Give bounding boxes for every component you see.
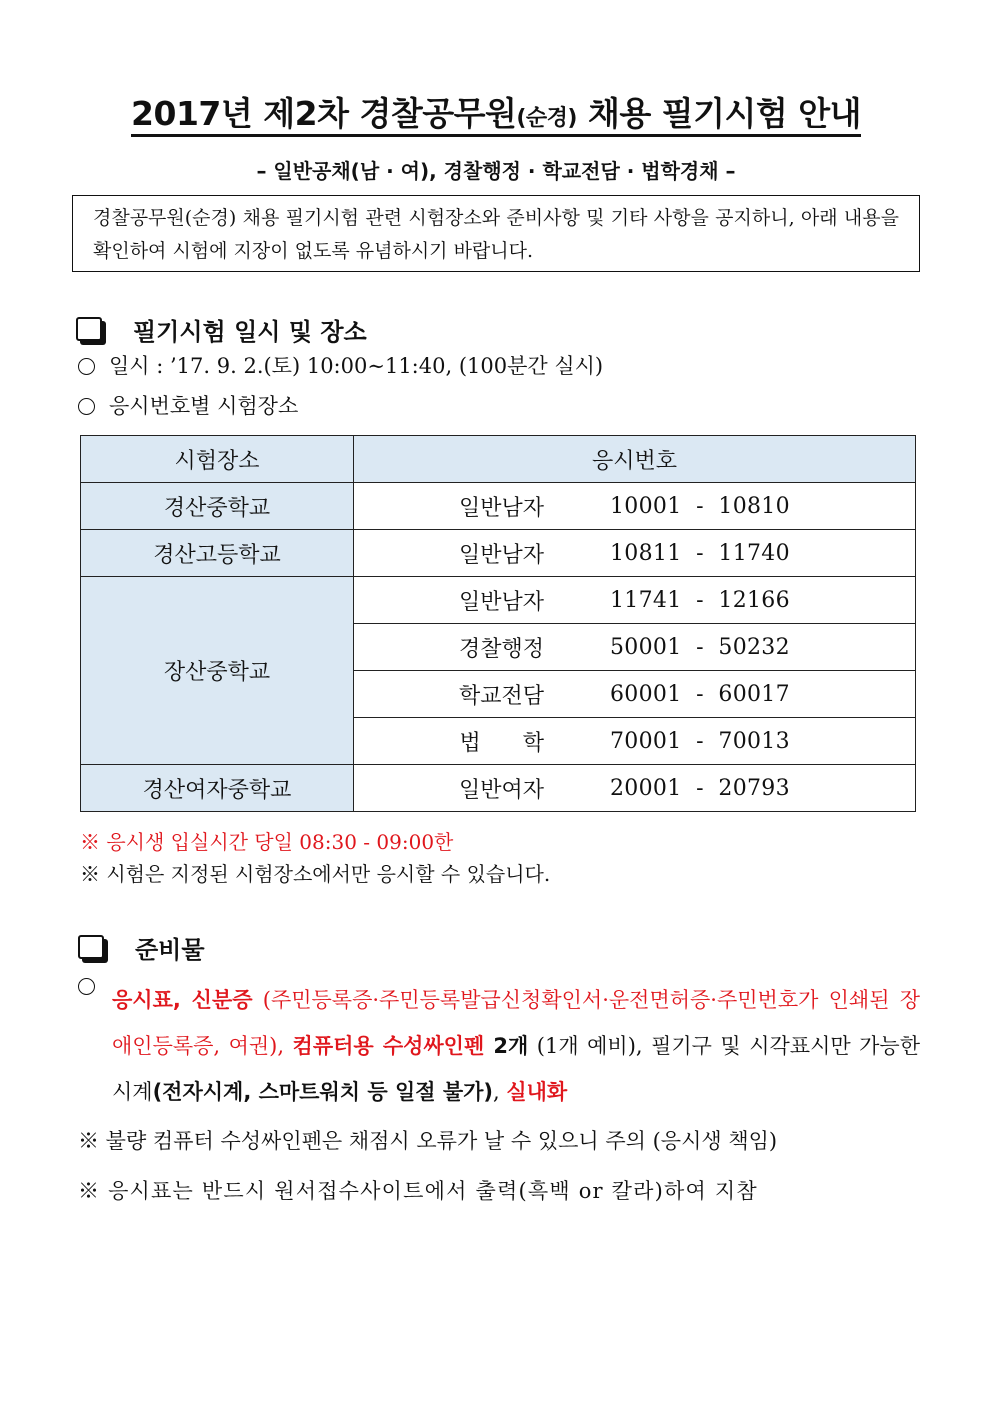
number-cell	[354, 718, 916, 765]
section-heading-exam-schedule: 필기시험 일시 및 장소	[133, 318, 367, 346]
category: 일반여자	[458, 777, 544, 803]
pen-warning: ※ 불량 컴퓨터 수성싸인펜은 채점시 오류가 날 수 있으니 주의 (응시생 책임)	[78, 1129, 778, 1153]
place-cell: 장산중학교	[81, 577, 354, 765]
prep-id-detail: (주민등록증·주민등록발급신청확인서·운전면허증·주민번호가 인쇄된 장애인등록증, 여권),	[112, 988, 920, 1058]
number-range: 11741 - 12166	[610, 587, 790, 613]
category: 일반남자	[458, 542, 544, 568]
venue-label	[78, 390, 298, 420]
number-cell	[354, 577, 916, 624]
number-range: 10001 - 10810	[610, 493, 790, 519]
page-title	[0, 88, 992, 135]
table-row	[81, 483, 916, 530]
preparation-items	[112, 977, 920, 1115]
header-place: 시험장소	[81, 436, 354, 483]
number-range: 10811 - 11740	[610, 540, 790, 566]
notice-box: 경찰공무원(순경) 채용 필기시험 관련 시험장소와 준비사항 및 기타 사항을 공지하니, 아래 내용을 확인하여 시험에 지장이 없도록 유념하시기 바랍니다.	[72, 195, 920, 272]
circle-bullet-icon	[78, 398, 95, 415]
number-cell	[354, 530, 916, 577]
title-paren: (순경)	[516, 106, 577, 131]
prep-slippers: 실내화	[506, 1080, 568, 1104]
prep-pen-count: 2개	[484, 1034, 529, 1058]
venue-only-note: ※ 시험은 지정된 시험장소에서만 응시할 수 있습니다.	[80, 862, 551, 886]
venue-label-text: 응시번호별 시험장소	[109, 394, 299, 418]
category: 법 학	[459, 730, 544, 756]
title-main: 2017년 제2차 경찰공무원	[131, 94, 517, 133]
ticket-warning: ※ 응시표는 반드시 원서접수사이트에서 출력(흑백 or 칼라)하여 지참	[78, 1179, 758, 1203]
prep-other: (1개 예비), 필기구 및 시각표시만 가능한 시계	[112, 1034, 920, 1104]
number-cell	[354, 671, 916, 718]
category: 일반남자	[458, 495, 544, 521]
venue-table	[80, 435, 916, 812]
entry-time-note: ※ 응시생 입실시간 당일 08:30 - 09:00한	[80, 830, 454, 854]
table-row	[81, 577, 916, 624]
number-cell	[354, 765, 916, 812]
place-cell: 경산고등학교	[81, 530, 354, 577]
prep-pen: 컴퓨터용 수성싸인펜	[292, 1034, 485, 1058]
table-row	[81, 765, 916, 812]
number-range: 20001 - 20793	[610, 775, 790, 801]
circle-bullet-icon	[78, 358, 95, 375]
checkbox-square-icon	[76, 317, 102, 341]
page-subtitle: – 일반공채(남 · 여), 경찰행정 · 학교전담 · 법학경채 –	[256, 159, 736, 183]
number-cell	[354, 483, 916, 530]
table-row	[81, 530, 916, 577]
checkbox-square-icon	[78, 935, 104, 959]
category: 일반남자	[458, 589, 544, 615]
place-cell: 경산중학교	[81, 483, 354, 530]
header-number: 응시번호	[354, 436, 916, 483]
prep-watch-restriction: (전자시계, 스마트워치 등 일절 불가)	[152, 1080, 493, 1104]
prep-id-items: 응시표, 신분증	[112, 988, 253, 1012]
prep-sep: ,	[493, 1080, 507, 1104]
number-cell	[354, 624, 916, 671]
category: 학교전담	[458, 683, 544, 709]
section-heading-preparation: 준비물	[135, 936, 205, 964]
category: 경찰행정	[458, 636, 544, 662]
circle-bullet-icon	[78, 978, 95, 999]
number-range: 50001 - 50232	[610, 634, 790, 660]
number-range: 60001 - 60017	[610, 681, 790, 707]
table-header-row	[81, 436, 916, 483]
exam-datetime-text: 일시 : ’17. 9. 2.(토) 10:00∼11:40, (100분간 실시)	[109, 354, 604, 378]
title-tail: 채용 필기시험 안내	[576, 94, 861, 133]
number-range: 70001 - 70013	[610, 728, 790, 754]
exam-datetime	[78, 350, 603, 380]
place-cell: 경산여자중학교	[81, 765, 354, 812]
